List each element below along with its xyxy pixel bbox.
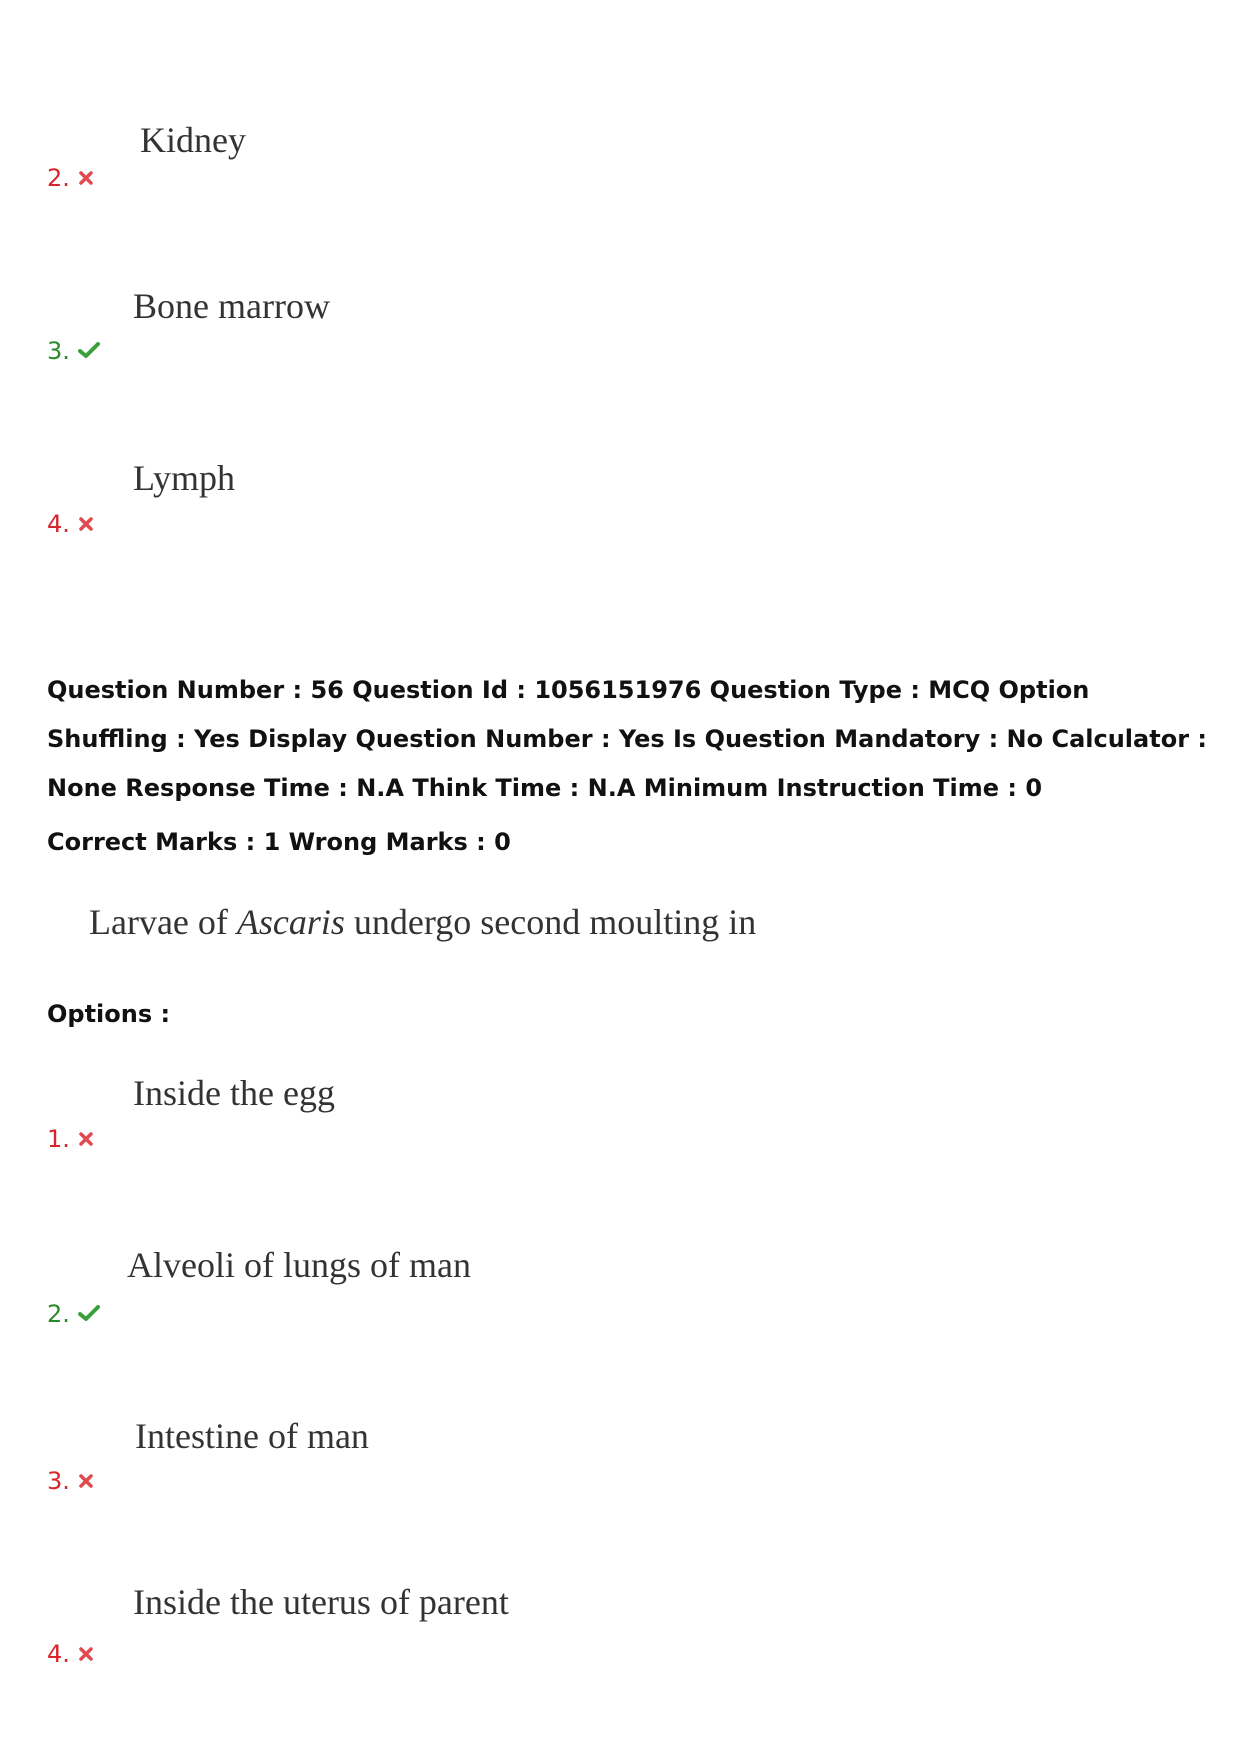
wrong-cross-icon <box>78 1642 94 1666</box>
question-text-image: Larvae of Ascaris undergo second moulting in <box>89 902 757 942</box>
question-italic-term: Ascaris <box>236 902 345 942</box>
option-number: 3. <box>47 339 100 363</box>
option-text-image: Bone marrow <box>133 286 330 326</box>
option-text-image: Inside the uterus of parent <box>133 1582 509 1622</box>
option-text-image: Kidney <box>140 120 246 160</box>
correct-check-icon <box>78 1302 100 1326</box>
question-meta: Question Number : 56 Question Id : 1056151976 Question Type : MCQ Option Shuffling : Yes Display Question Number : Yes Is Question Mandatory : No Calculator : None Response Time : N.A Think Time : N.A Minimum Instruction Time : 0 <box>47 676 1207 802</box>
option-number: 1. <box>47 1127 94 1151</box>
option-text-image: Intestine of man <box>135 1416 369 1456</box>
option-number: 3. <box>47 1469 94 1493</box>
option-text-image: Lymph <box>133 458 236 498</box>
wrong-cross-icon <box>78 512 94 536</box>
option-number: 4. <box>47 1642 94 1666</box>
option-number: 2. <box>47 1302 100 1326</box>
option-text-image: Alveoli of lungs of man <box>127 1245 471 1285</box>
wrong-cross-icon <box>78 1469 94 1493</box>
options-label: Options : <box>47 1000 171 1028</box>
wrong-cross-icon <box>78 1127 94 1151</box>
option-number: 4. <box>47 512 94 536</box>
wrong-cross-icon <box>78 166 94 190</box>
question-marks: Correct Marks : 1 Wrong Marks : 0 <box>47 828 511 856</box>
option-number: 2. <box>47 166 94 190</box>
correct-check-icon <box>78 339 100 363</box>
option-text-image: Inside the egg <box>133 1073 335 1113</box>
